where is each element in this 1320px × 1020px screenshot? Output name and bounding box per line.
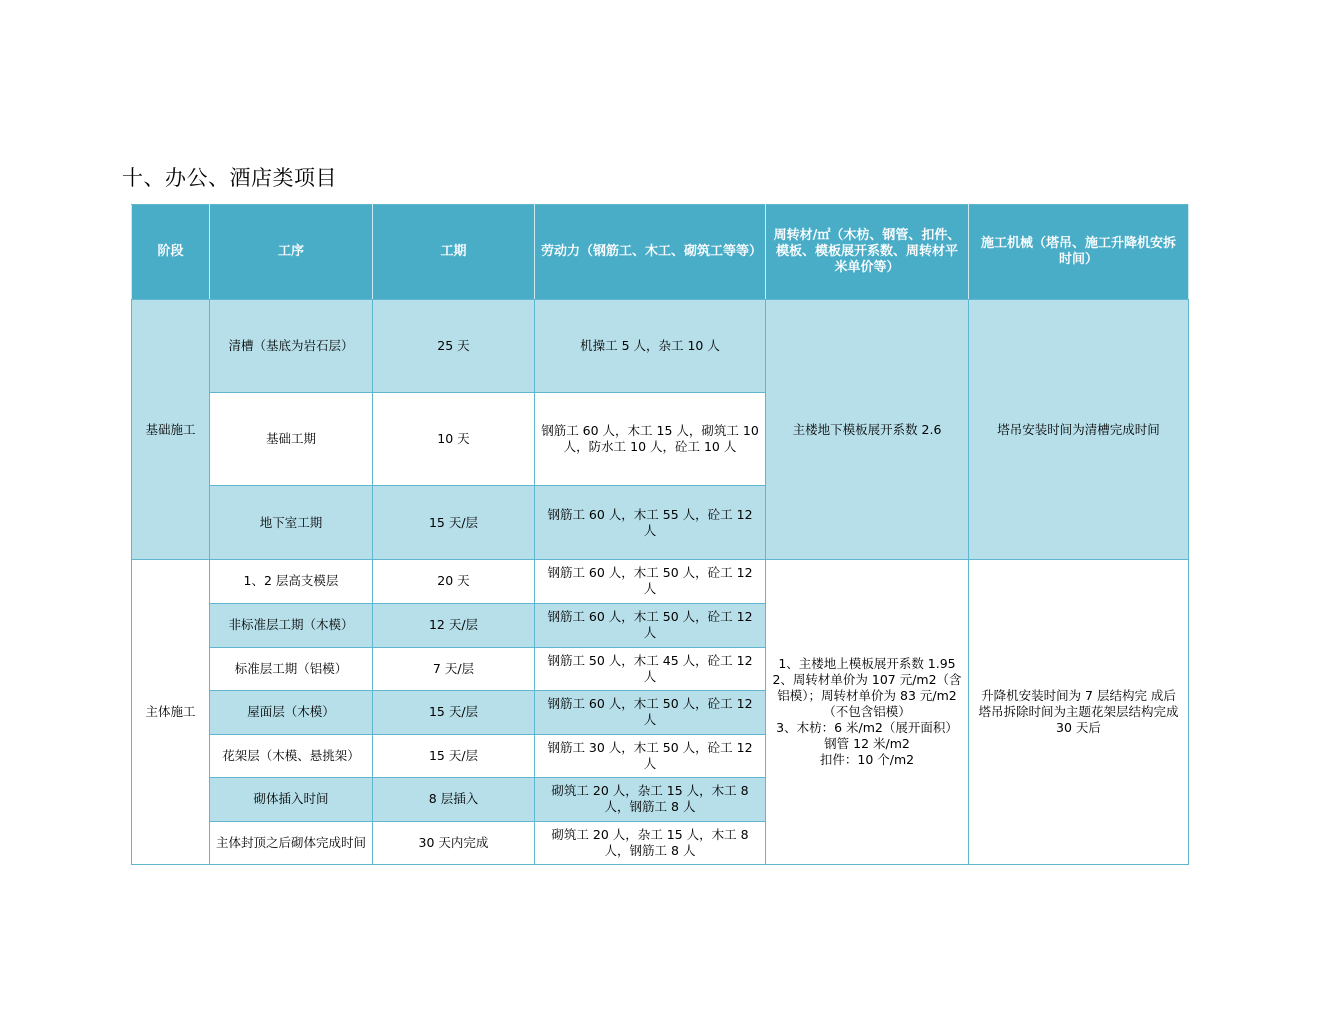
material-line: 1、主楼地上模板展开系数 1.95 (778, 656, 956, 672)
duration-cell: 12 天/层 (373, 603, 535, 647)
duration-cell: 15 天/层 (373, 734, 535, 777)
material-line: 2、周转材单价为 107 元/m2（含铝模）；周转材单价为 83 元/m2（不包含铝模） (772, 672, 962, 720)
labor-cell: 砌筑工 20 人，杂工 15 人，木工 8 人，钢筋工 8 人 (535, 821, 766, 864)
material-line: 扣件：10 个/m2 (819, 752, 915, 768)
duration-cell: 25 天 (373, 300, 535, 393)
process-cell: 1、2 层高支模层 (210, 560, 373, 603)
duration-cell: 15 天/层 (373, 486, 535, 560)
header-stage: 阶段 (132, 205, 210, 300)
machinery-main (969, 560, 1189, 865)
duration-cell: 10 天 (373, 393, 535, 486)
process-cell: 基础工期 (210, 393, 373, 486)
labor-cell: 砌筑工 20 人，杂工 15 人，木工 8 人，钢筋工 8 人 (535, 777, 766, 821)
labor-cell: 钢筋工 30 人，木工 50 人，砼工 12 人 (535, 734, 766, 777)
table-row (132, 300, 1189, 393)
schedule-table (131, 204, 1189, 865)
header-material: 周转材/㎡（木枋、钢管、扣件、模板、模板展开系数、周转材平米单价等） (766, 205, 969, 300)
labor-cell: 钢筋工 50 人，木工 45 人，砼工 12 人 (535, 647, 766, 690)
machinery-line: 塔吊拆除时间为主题花架层结构完成 30 天后 (978, 704, 1179, 736)
material-line: 3、木枋：6 米/m2（展开面积） (776, 720, 958, 736)
labor-cell: 钢筋工 60 人，木工 50 人，砼工 12 人 (535, 690, 766, 734)
duration-cell: 20 天 (373, 560, 535, 603)
header-process: 工序 (210, 205, 373, 300)
labor-cell: 钢筋工 60 人，木工 55 人，砼工 12 人 (535, 486, 766, 560)
stage-foundation: 基础施工 (132, 300, 210, 560)
duration-cell: 30 天内完成 (373, 821, 535, 864)
process-cell: 屋面层（木模） (210, 690, 373, 734)
machinery-line: 升降机安装时间为 7 层结构完 成后 (981, 688, 1176, 704)
material-line: 钢管 12 米/m2 (824, 736, 910, 752)
duration-cell: 15 天/层 (373, 690, 535, 734)
process-cell: 砌体插入时间 (210, 777, 373, 821)
header-labor: 劳动力（钢筋工、木工、砌筑工等等） (535, 205, 766, 300)
header-machinery: 施工机械（塔吊、施工升降机安拆时间） (969, 205, 1189, 300)
labor-cell: 钢筋工 60 人，木工 50 人，砼工 12 人 (535, 603, 766, 647)
duration-cell: 8 层插入 (373, 777, 535, 821)
labor-cell: 机操工 5 人，杂工 10 人 (535, 300, 766, 393)
process-cell: 非标准层工期（木模） (210, 603, 373, 647)
process-cell: 花架层（木模、悬挑架） (210, 734, 373, 777)
machinery-foundation: 塔吊安装时间为清槽完成时间 (969, 300, 1189, 560)
page-title: 十、办公、酒店类项目 (122, 166, 337, 190)
material-main (766, 560, 969, 865)
process-cell: 地下室工期 (210, 486, 373, 560)
material-foundation: 主楼地下模板展开系数 2.6 (766, 300, 969, 560)
table-header-row (132, 205, 1189, 300)
labor-cell: 钢筋工 60 人，木工 15 人，砌筑工 10 人，防水工 10 人，砼工 10 人 (535, 393, 766, 486)
process-cell: 标准层工期（铝模） (210, 647, 373, 690)
process-cell: 主体封顶之后砌体完成时间 (210, 821, 373, 864)
table-row (132, 560, 1189, 603)
process-cell: 清槽（基底为岩石层） (210, 300, 373, 393)
duration-cell: 7 天/层 (373, 647, 535, 690)
labor-cell: 钢筋工 60 人，木工 50 人，砼工 12 人 (535, 560, 766, 603)
header-duration: 工期 (373, 205, 535, 300)
stage-main: 主体施工 (132, 560, 210, 865)
